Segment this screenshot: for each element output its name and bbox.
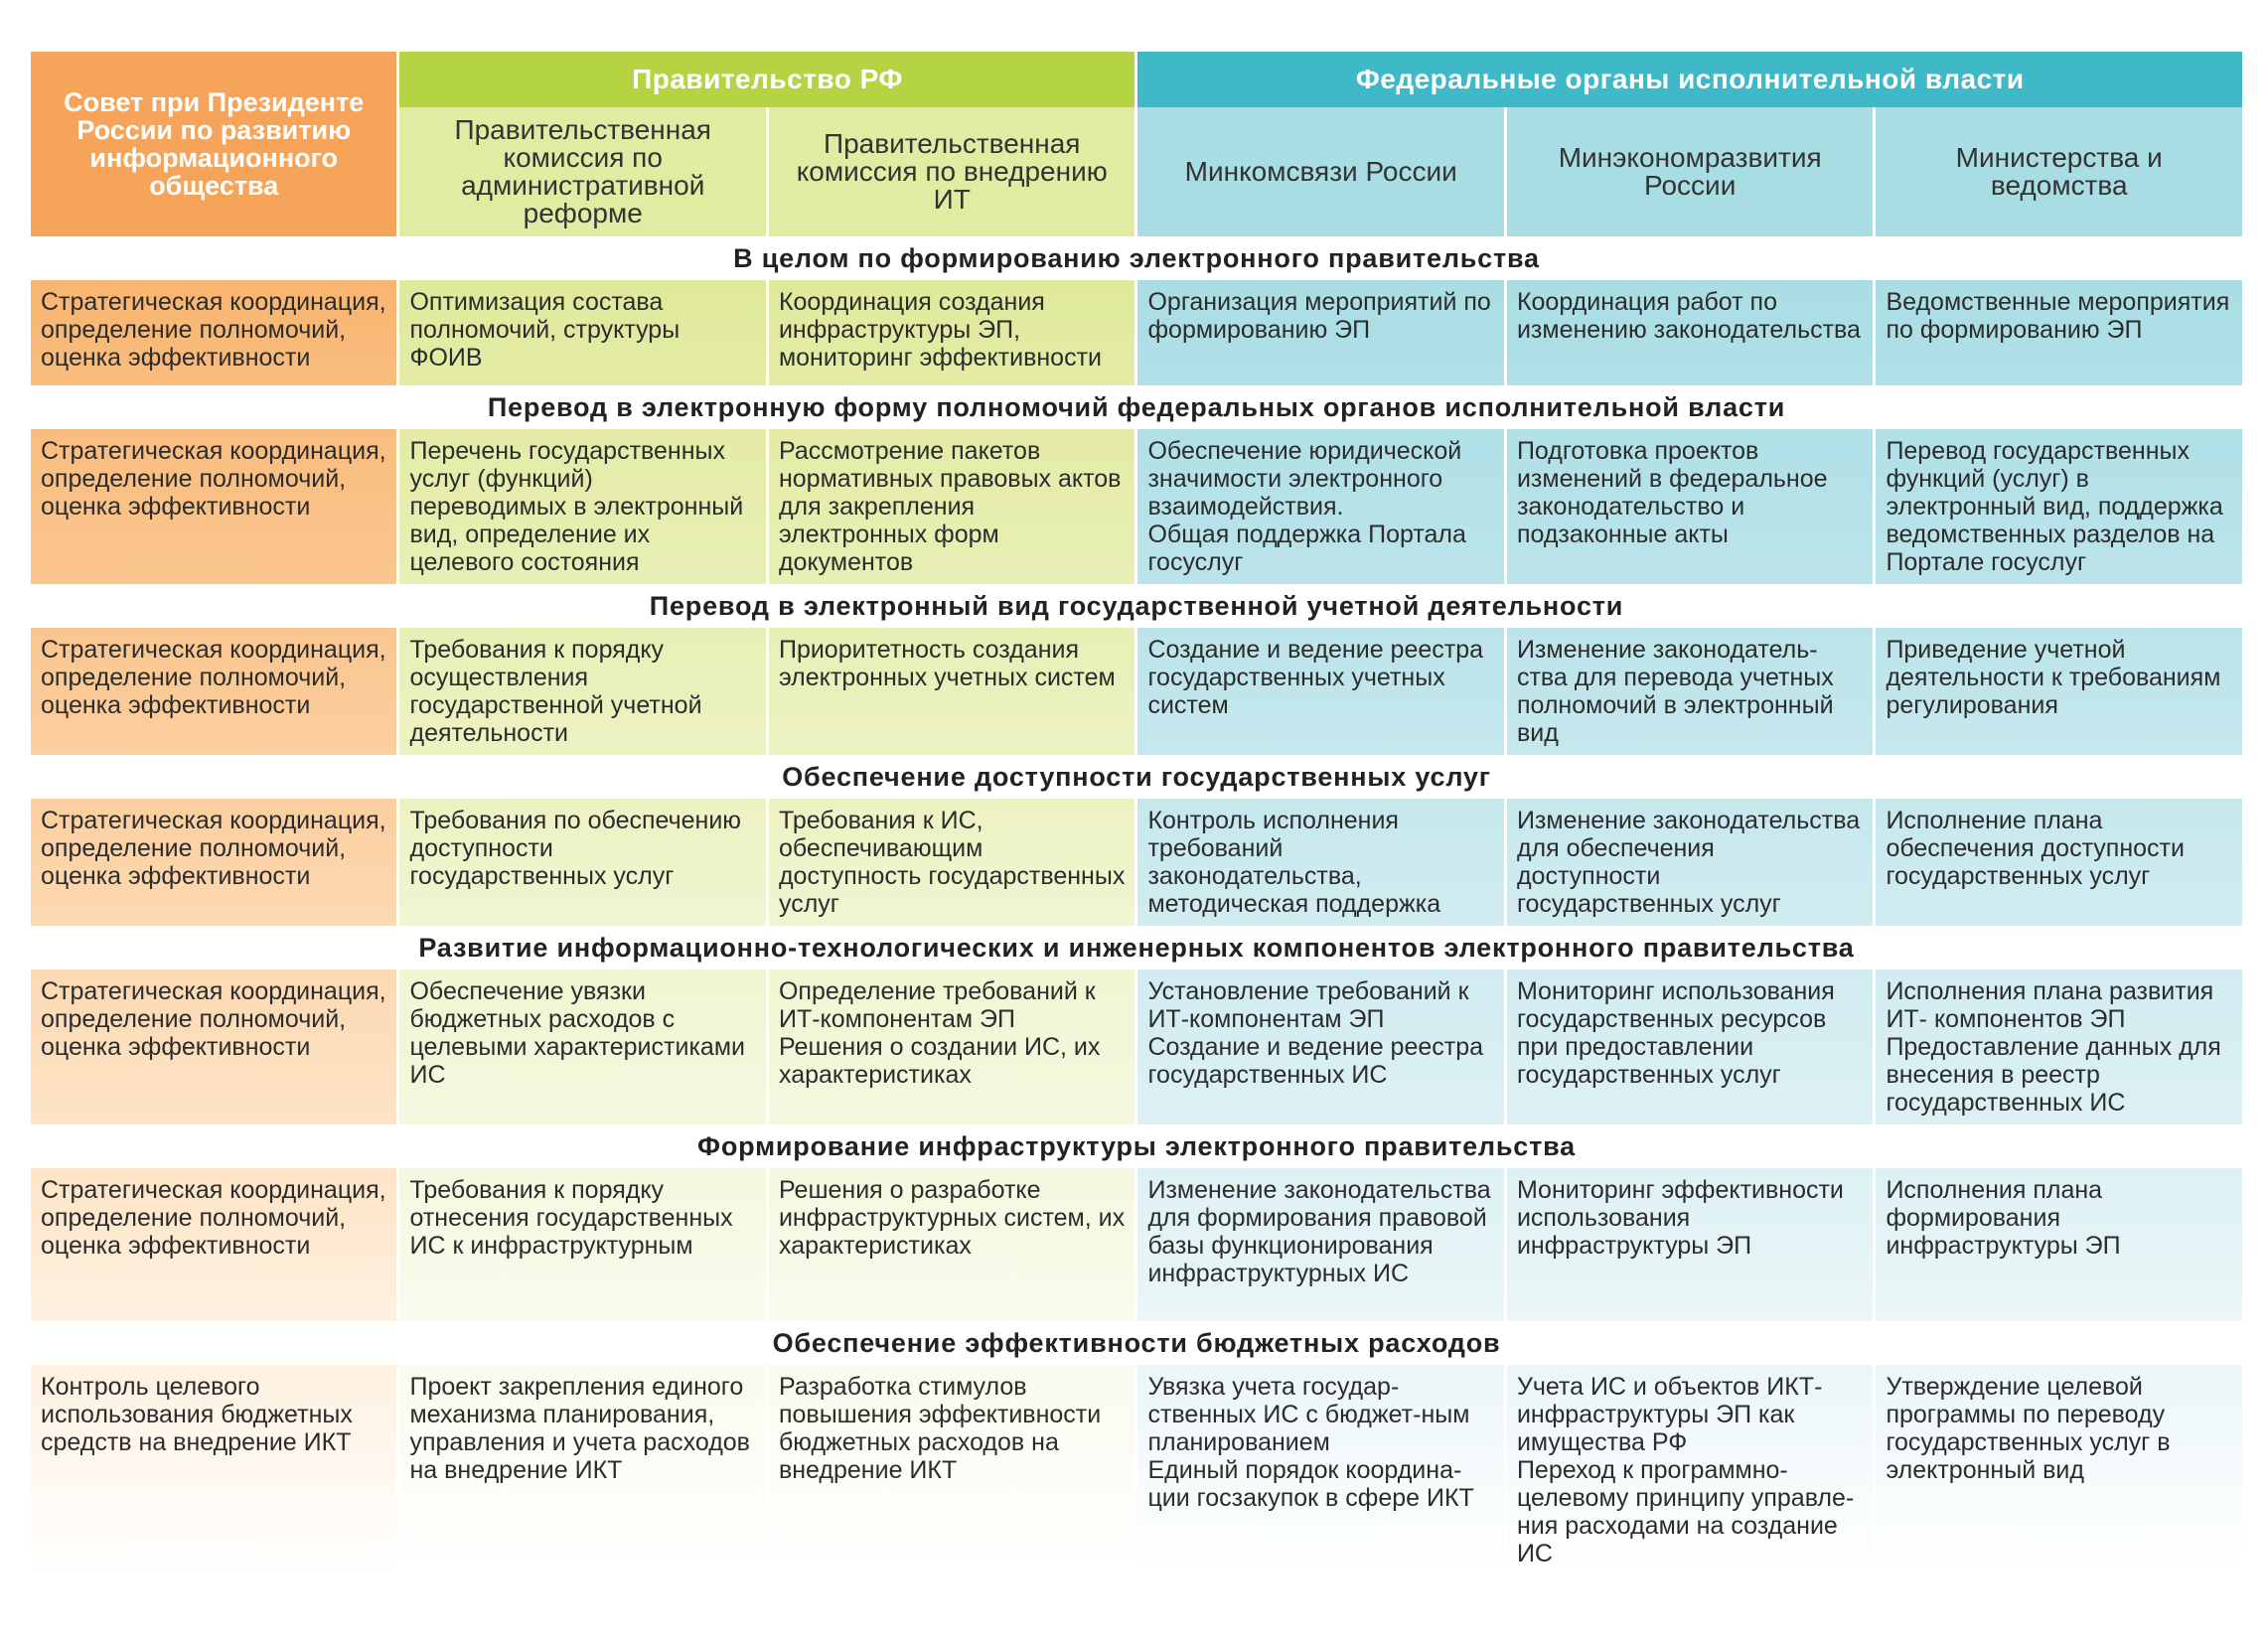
council-header: Совет при Президенте России по развитию информационного общества (31, 52, 396, 236)
responsibility-matrix (28, 52, 2245, 1575)
cell-minekonomrazvitiya: Изменение законодательства для обеспечения доступности государственных услуг (1507, 799, 1873, 926)
cell-it-commission: Рассмотрение пакетов нормативных правовых актов для закрепления электронных форм документов (769, 429, 1135, 584)
cell-minkomsvyaz: Изменение законодательства для формирования правовой базы функционирования инфраструктурных ИС (1137, 1168, 1503, 1321)
cell-admin-reform-commission: Обеспечение увязки бюджетных расходов с целевыми характеристиками ИС (399, 970, 765, 1124)
cell-admin-reform-commission: Требования к порядку осуществления государственной учетной деятельности (399, 628, 765, 755)
table-row (31, 1365, 2242, 1575)
cell-minkomsvyaz: Контроль исполнения требований законодательства, методическая поддержка (1137, 799, 1503, 926)
cell-council: Стратегическая координация, определение полномочий, оценка эффективности (31, 1168, 396, 1321)
column-header-it-commission: Правительственная комиссия по внедрению ИТ (769, 107, 1135, 236)
column-header-minekonomrazvitiya: Минэкономразвития России (1507, 107, 1873, 236)
table-row (31, 628, 2242, 755)
column-header-minkomsvyaz: Минкомсвязи России (1137, 107, 1503, 236)
cell-council: Стратегическая координация, определение полномочий, оценка эффективности (31, 628, 396, 755)
section-title: Формирование инфраструктуры электронного правительства (31, 1124, 2242, 1168)
table-row (31, 970, 2242, 1124)
matrix-table (28, 52, 2245, 1575)
cell-admin-reform-commission: Проект закрепления единого механизма планирования, управления и учета расходов на внедрение ИКТ (399, 1365, 765, 1575)
table-row (31, 799, 2242, 926)
cell-admin-reform-commission: Перечень государственных услуг (функций) переводимых в электронный вид, определение их целевого состояния (399, 429, 765, 584)
cell-minkomsvyaz: Увязка учета государ-ственных ИС с бюджет-ным планированием Единый порядок координа-ции госзакупок в сфере ИКТ (1137, 1365, 1503, 1575)
cell-it-commission: Разработка стимулов повышения эффективности бюджетных расходов на внедрение ИКТ (769, 1365, 1135, 1575)
table-row (31, 280, 2242, 385)
cell-minekonomrazvitiya: Мониторинг эффективности использования инфраструктуры ЭП (1507, 1168, 1873, 1321)
federal-header: Федеральные органы исполнительной власти (1137, 52, 2242, 107)
cell-minkomsvyaz: Организация мероприятий по формированию ЭП (1137, 280, 1503, 385)
cell-council: Стратегическая координация, определение полномочий, оценка эффективности (31, 429, 396, 584)
cell-it-commission: Приоритетность создания электронных учетных систем (769, 628, 1135, 755)
section-title: Перевод в электронную форму полномочий федеральных органов исполнительной власти (31, 385, 2242, 429)
cell-council: Стратегическая координация, определение полномочий, оценка эффективности (31, 799, 396, 926)
cell-minekonomrazvitiya: Подготовка проектов изменений в федеральное законодательство и подзаконные акты (1507, 429, 1873, 584)
cell-it-commission: Определение требований к ИТ-компонентам ЭП Решения о создании ИС, их характеристиках (769, 970, 1135, 1124)
cell-ministries: Ведомственные мероприятия по формированию ЭП (1876, 280, 2242, 385)
cell-minkomsvyaz: Установление требований к ИТ-компонентам ЭП Создание и ведение реестра государственных ИС (1137, 970, 1503, 1124)
government-header: Правительство РФ (399, 52, 1134, 107)
cell-ministries: Приведение учетной деятельности к требованиям регулирования (1876, 628, 2242, 755)
cell-ministries: Утверждение целевой программы по переводу государственных услуг в электронный вид (1876, 1365, 2242, 1575)
cell-ministries: Исполнения плана развития ИТ- компонентов ЭП Предоставление данных для внесения в реестр государственных ИС (1876, 970, 2242, 1124)
section-title: Перевод в электронный вид государственной учетной деятельности (31, 584, 2242, 628)
section-title: Развитие информационно-технологических и инженерных компонентов электронного правительства (31, 926, 2242, 970)
cell-ministries: Исполнения плана формирования инфраструктуры ЭП (1876, 1168, 2242, 1321)
cell-council: Контроль целевого использования бюджетных средств на внедрение ИКТ (31, 1365, 396, 1575)
cell-minkomsvyaz: Обеспечение юридической значимости электронного взаимодействия. Общая поддержка Портала госуслуг (1137, 429, 1503, 584)
cell-it-commission: Решения о разработке инфраструктурных систем, их характеристиках (769, 1168, 1135, 1321)
cell-minekonomrazvitiya: Изменение законодатель-ства для перевода учетных полномочий в электронный вид (1507, 628, 1873, 755)
cell-ministries: Перевод государственных функций (услуг) в электронный вид, поддержка ведомственных разделов на Портале госуслуг (1876, 429, 2242, 584)
column-header-ministries: Министерства и ведомства (1876, 107, 2242, 236)
cell-it-commission: Координация создания инфраструктуры ЭП, мониторинг эффективности (769, 280, 1135, 385)
cell-ministries: Исполнение плана обеспечения доступности государственных услуг (1876, 799, 2242, 926)
cell-admin-reform-commission: Требования к порядку отнесения государственных ИС к инфраструктурным (399, 1168, 765, 1321)
section-title: Обеспечение эффективности бюджетных расходов (31, 1321, 2242, 1365)
table-row (31, 429, 2242, 584)
column-header-admin-reform-commission: Правительственная комиссия по административной реформе (399, 107, 765, 236)
cell-it-commission: Требования к ИС, обеспечивающим доступность государственных услуг (769, 799, 1135, 926)
cell-minekonomrazvitiya: Координация работ по изменению законодательства (1507, 280, 1873, 385)
cell-minekonomrazvitiya: Учета ИС и объектов ИКТ-инфраструктуры ЭП как имущества РФ Переход к программно-целевому принципу управле-ния расходами на создание ИС (1507, 1365, 1873, 1575)
cell-minekonomrazvitiya: Мониторинг использования государственных ресурсов при предоставлении государственных услуг (1507, 970, 1873, 1124)
cell-council: Стратегическая координация, определение полномочий, оценка эффективности (31, 970, 396, 1124)
table-row (31, 1168, 2242, 1321)
cell-minkomsvyaz: Создание и ведение реестра государственных учетных систем (1137, 628, 1503, 755)
section-title: В целом по формированию электронного правительства (31, 236, 2242, 280)
cell-admin-reform-commission: Требования по обеспечению доступности государственных услуг (399, 799, 765, 926)
cell-council: Стратегическая координация, определение полномочий, оценка эффективности (31, 280, 396, 385)
cell-admin-reform-commission: Оптимизация состава полномочий, структуры ФОИВ (399, 280, 765, 385)
section-title: Обеспечение доступности государственных услуг (31, 755, 2242, 799)
